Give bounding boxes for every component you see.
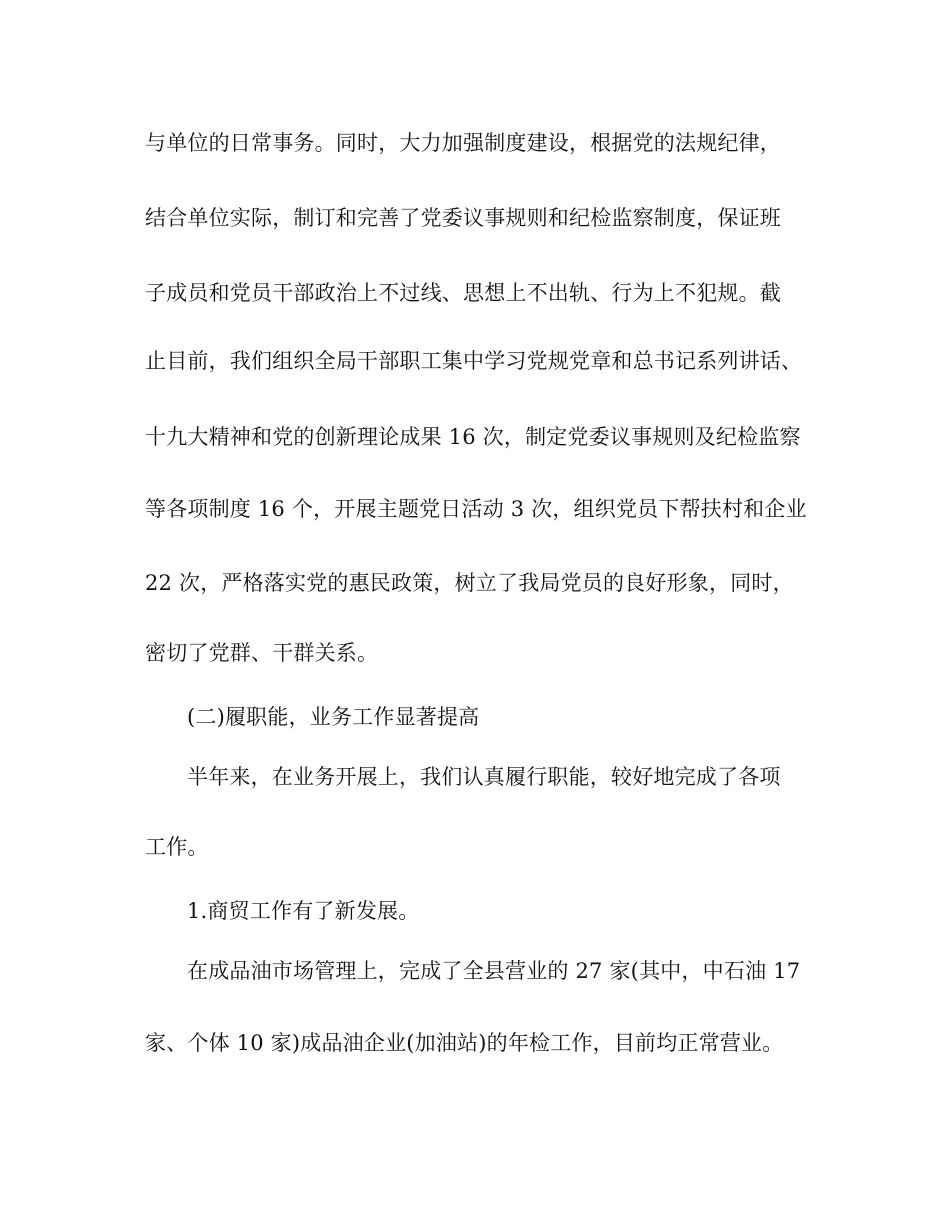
body-text-line: 与单位的日常事务。同时，大力加强制度建设，根据党的法规纪律， (145, 131, 781, 155)
body-text-line: 家、个体 10 家)成品油企业(加油站)的年检工作，目前均正常营业。 (145, 1031, 784, 1055)
body-text-line: 工作。 (145, 835, 209, 859)
body-text-line: 子成员和党员干部政治上不过线、思想上不出轨、行为上不犯规。截 (145, 281, 781, 305)
subsection-heading: 1.商贸工作有了新发展。 (187, 899, 420, 923)
body-text-line: 十九大精神和党的创新理论成果 16 次，制定党委议事规则及纪检监察 (145, 425, 801, 449)
body-text-line: 结合单位实际，制订和完善了党委议事规则和纪检监察制度，保证班 (145, 206, 781, 230)
body-text-line: 22 次，严格落实党的惠民政策，树立了我局党员的良好形象，同时， (145, 571, 794, 595)
body-text-line: 等各项制度 16 个，开展主题党日活动 3 次，组织党员下帮扶村和企业 (145, 497, 807, 521)
body-text-line: 在成品油市场管理上，完成了全县营业的 27 家(其中，中石油 17 (187, 959, 801, 983)
body-text-line: 半年来，在业务开展上，我们认真履行职能，较好地完成了各项 (187, 765, 781, 789)
section-heading: (二)履职能，业务工作显著提高 (187, 705, 480, 729)
body-text-line: 密切了党群、干群关系。 (145, 641, 379, 665)
body-text-line: 止目前，我们组织全局干部职工集中学习党规党章和总书记系列讲话、 (145, 349, 803, 373)
